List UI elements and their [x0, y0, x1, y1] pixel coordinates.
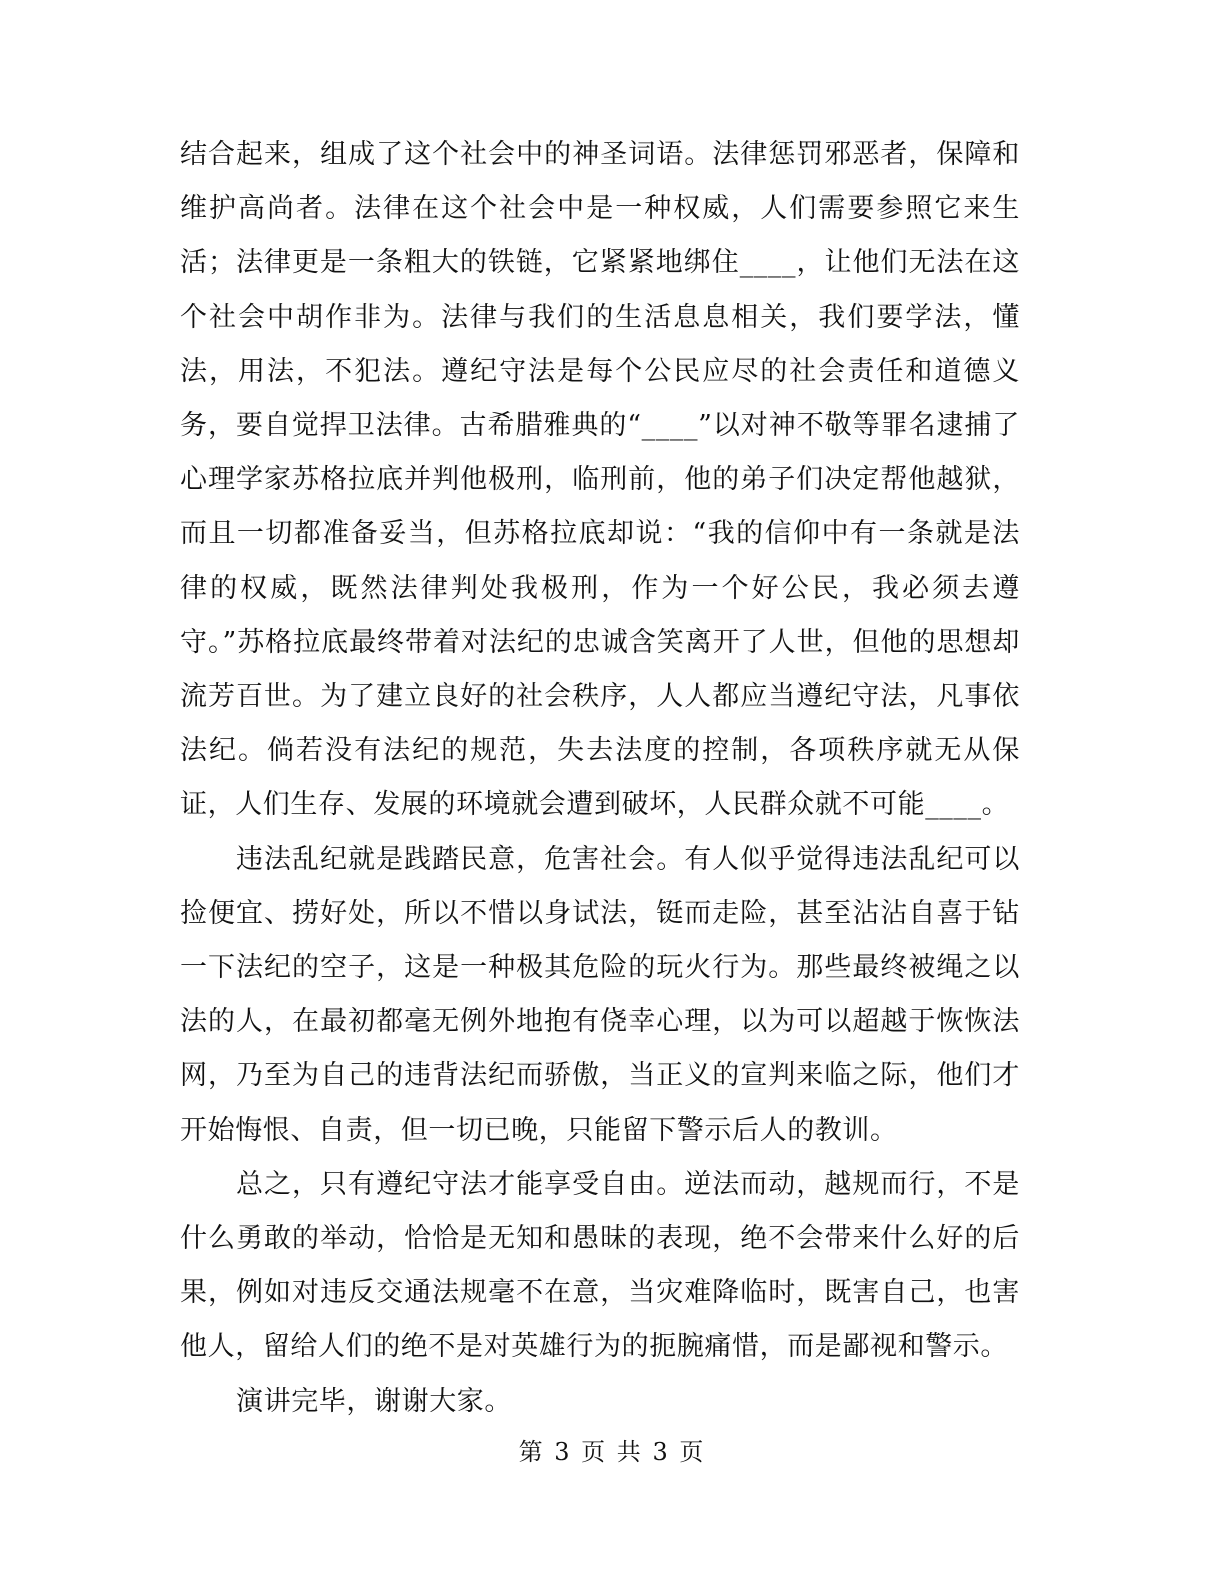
paragraph-continued: 结合起来，组成了这个社会中的神圣词语。法律惩罚邪恶者，保障和维护高尚者。法律在这个社会中是一种权威，人们需要参照它来生活；法律更是一条粗大的铁链，它紧紧地绑住____，让他们无法在这个社会中胡作非为。法律与我们的生活息息相关，我们要学法，懂法，用法，不犯法。遵纪守法是每个公民应尽的社会责任和道德义务，要自觉捍卫法律。古希腊雅典的“____”以对神不敬等罪名逮捕了心理学家苏格拉底并判他极刑，临刑前，他的弟子们决定帮他越狱，而且一切都准备妥当，但苏格拉底却说：“我的信仰中有一条就是法律的权威，既然法律判处我极刑，作为一个好公民，我必须去遵守。”苏格拉底最终带着对法纪的忠诚含笑离开了人世，但他的思想却流芳百世。为了建立良好的社会秩序，人人都应当遵纪守法，凡事依法纪。倘若没有法纪的规范，失去法度的控制，各项秩序就无从保证，人们生存、发展的环境就会遭到破坏，人民群众就不可能____。 — [180, 139, 1020, 821]
paragraph: 总之，只有遵纪守法才能享受自由。逆法而动，越规而行，不是什么勇敢的举动，恰恰是无知和愚昧的表现，绝不会带来什么好的后果，例如对违反交通法规毫不在意，当灾难降临时，既害自己，也害他人，留给人们的绝不是对英雄行为的扼腕痛惜，而是鄙视和警示。 — [180, 1168, 1020, 1363]
paragraph: 违法乱纪就是践踏民意，危害社会。有人似乎觉得违法乱纪可以捡便宜、捞好处，所以不惜以身试法，铤而走险，甚至沾沾自喜于钻一下法纪的空子，这是一种极其危险的玩火行为。那些最终被绳之以法的人，在最初都毫无例外地抱有侥幸心理，以为可以超越于恢恢法网，乃至为自己的违背法纪而骄傲，当正义的宣判来临之际，他们才开始悔恨、自责，但一切已晚，只能留下警示后人的教训。 — [180, 843, 1020, 1146]
document-body — [180, 128, 1020, 1429]
paragraph-closing: 演讲完毕，谢谢大家。 — [236, 1385, 512, 1417]
page-number-footer: 第 3 页 共 3 页 — [518, 1438, 706, 1466]
